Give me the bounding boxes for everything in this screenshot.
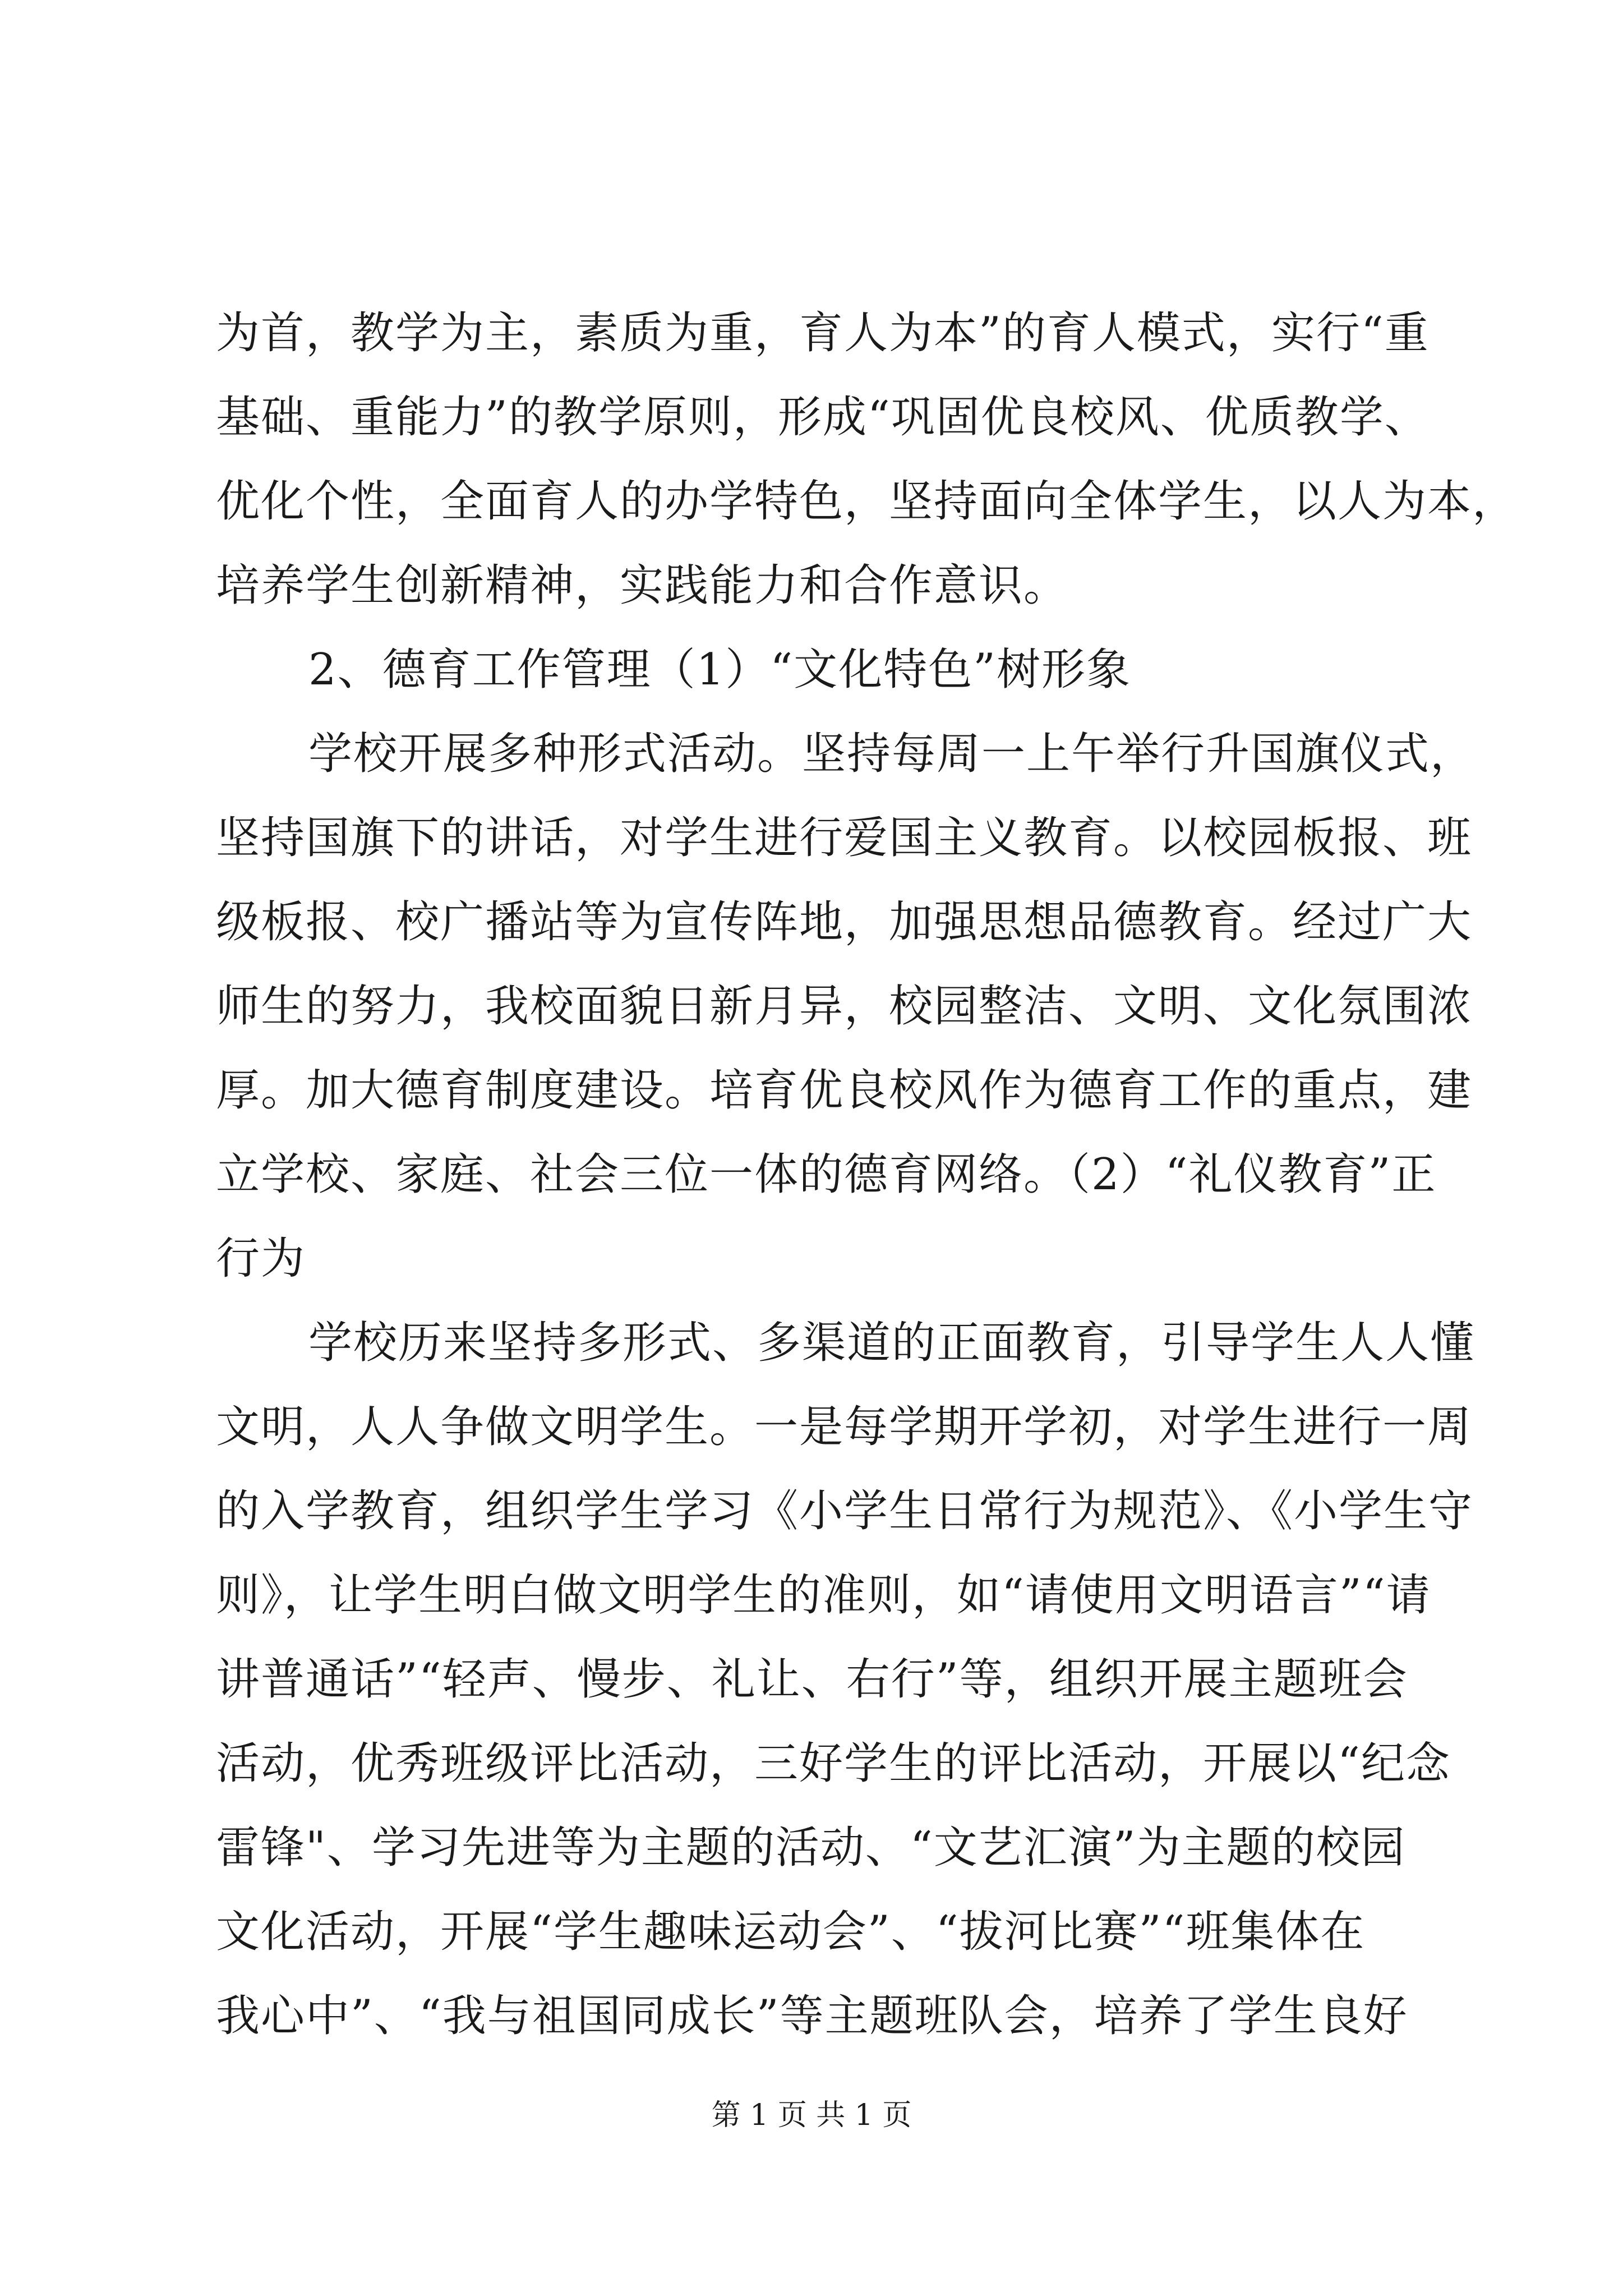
body-text-line: 的入学教育，组织学生学习《小学生日常行为规范》、《小学生守 [216,1486,1474,1536]
page-number-footer: 第 1 页 共 1 页 [711,2099,912,2132]
body-text-line: 优化个性，全面育人的办学特色，坚持面向全体学生，以人为本， [216,476,1518,527]
body-text-line: 厚。加大德育制度建设。培育优良校风作为德育工作的重点，建 [216,1065,1473,1116]
body-text-line: 基础、重能力”的教学原则，形成“巩固优良校风、优质教学、 [216,392,1430,443]
body-text-line: 级板报、校广播站等为宣传阵地，加强思想品德教育。经过广大 [216,897,1473,947]
body-text-line: 文化活动，开展“学生趣味运动会”、“拔河比赛”“班集体在 [216,1907,1366,1957]
body-text-line: 师生的努力，我校面貌日新月异，校园整洁、文明、文化氛围浓 [216,981,1473,1032]
body-text-line: 学校开展多种形式活动。坚持每周一上午举行升国旗仪式， [308,729,1476,779]
body-text-line: 雷锋"、学习先进等为主题的活动、“文艺汇演”为主题的校园 [216,1823,1406,1873]
body-text-line: 行为 [216,1234,306,1284]
body-text-line: 则》，让学生明白做文明学生的准则，如“请使用文明语言”“请 [216,1570,1431,1621]
body-text-line: 我心中”、“我与祖国同成长”等主题班队会，培养了学生良好 [216,1991,1408,2041]
section-heading: 2、德育工作管理（1）“文化特色”树形象 [308,645,1132,695]
body-text-line: 活动，优秀班级评比活动，三好学生的评比活动，开展以“纪念 [216,1738,1451,1789]
body-text-line: 文明，人人争做文明学生。一是每学期开学初，对学生进行一周 [216,1402,1473,1452]
body-text-line: 学校历来坚持多形式、多渠道的正面教育，引导学生人人懂 [308,1318,1476,1368]
body-text-line: 立学校、家庭、社会三位一体的德育网络。（2）“礼仪教育”正 [216,1149,1437,1200]
body-text-line: 为首，教学为主，素质为重，育人为本”的育人模式，实行“重 [216,308,1430,358]
body-text-line: 坚持国旗下的讲话，对学生进行爱国主义教育。以校园板报、班 [216,813,1473,863]
body-text-line: 讲普通话”“轻声、慢步、礼让、右行”等，组织开展主题班会 [216,1654,1408,1705]
body-text-line: 培养学生创新精神，实践能力和合作意识。 [216,560,1069,611]
